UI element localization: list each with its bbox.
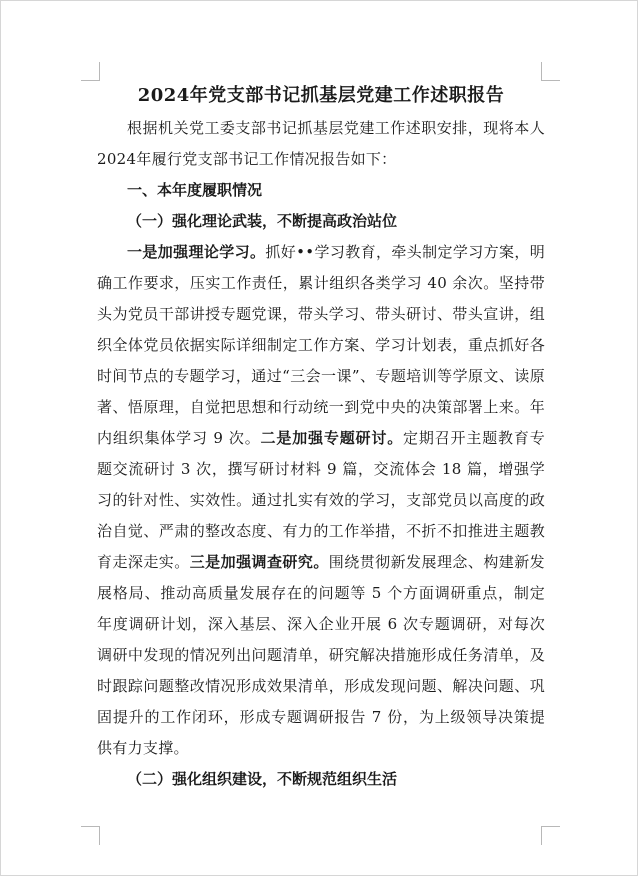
document-content — [97, 79, 545, 795]
body-paragraph — [97, 237, 545, 764]
subsection-heading-2: （二）强化组织建设，不断规范组织生活 — [127, 770, 398, 788]
body-text-1: 抓好••学习教育，牵头制定学习方案，明确工作要求，压实工作责任，累计组织各类学习 40 余次。坚持带头为党员干部讲授专题党课，带头学习、带头研讨、带头宣讲，组织全体党员依据实际详细制定工作方案、学习计划表，重点抓好各时间节点的专题学习，通过“三会一课”、专题培训等学原文、读原著、悟原理，自觉把思想和行动统一到党中央的决策部署上来。年内组织集体学习 9 次。 — [97, 243, 545, 447]
section-heading-1: 一、本年度履职情况 — [127, 181, 263, 199]
crop-mark-bottom-right — [541, 826, 560, 845]
body-text-3: 围绕贯彻新发展理念、构建新发展格局、推动高质量发展存在的问题等 5 个方面调研重点，制定年度调研计划，深入基层、深入企业开展 6 次专题调研，对每次调研中发现的情况列出问题清单，研究解决措施形成任务清单，及时跟踪问题整改情况形成效果清单，形成发现问题、解决问题、巩固提升的工作闭环，形成专题调研报告 7 份，为上级领导决策提供有力支撑。 — [97, 553, 545, 757]
lead-phrase-2: 二是加强专题研讨。 — [260, 429, 404, 447]
subsection-heading-1: （一）强化理论武装，不断提高政治站位 — [127, 212, 398, 230]
lead-phrase-1: 一是加强理论学习。 — [127, 243, 266, 261]
crop-mark-bottom-left — [81, 826, 100, 845]
body-text-2: 定期召开主题教育专题交流研讨 3 次，撰写研讨材料 9 篇，交流体会 18 篇，增强学习的针对性、实效性。通过扎实有效的学习，支部党员以高度的政治自觉、严肃的整改态度、有力的工作举措，不折不扣推进主题教育走深走实。 — [97, 429, 546, 571]
lead-phrase-3: 三是加强调查研究。 — [189, 553, 329, 571]
document-title: 2024年党支部书记抓基层党建工作述职报告 — [137, 85, 505, 106]
intro-paragraph: 根据机关党工委支部书记抓基层党建工作述职安排，现将本人 2024年履行党支部书记工作情况报告如下： — [97, 119, 545, 168]
